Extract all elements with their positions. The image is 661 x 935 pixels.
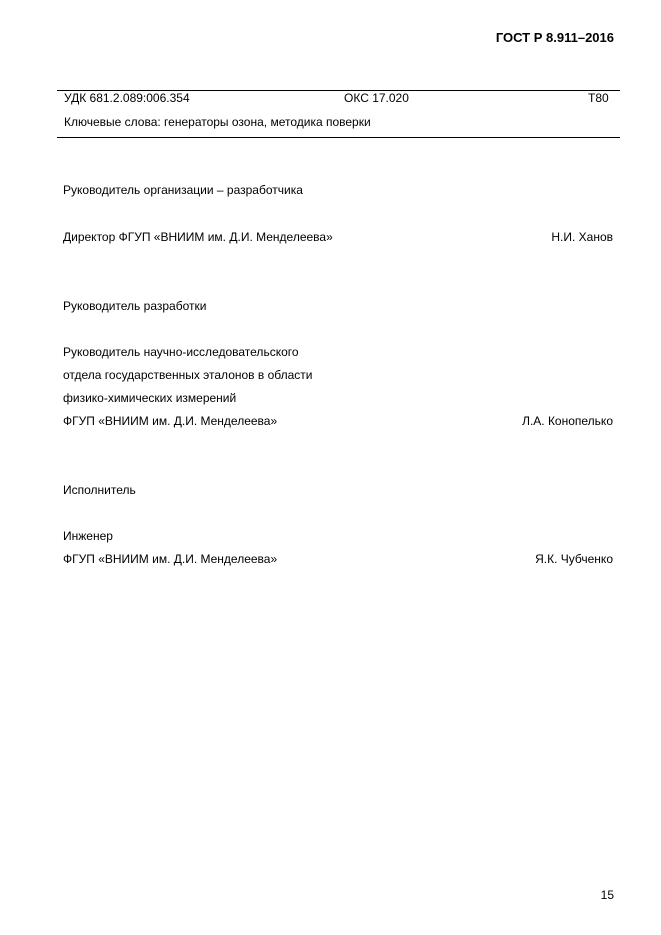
classification-code: Т80 [588,91,609,105]
page-number: 15 [600,888,614,902]
org-head-position: Директор ФГУП «ВНИИМ им. Д.И. Менделеева» [63,230,333,244]
dev-head-position-line2: отдела государственных эталонов в области [63,368,313,382]
standard-designation: ГОСТ Р 8.911–2016 [495,30,614,45]
executor-title: Исполнитель [63,483,136,497]
org-head-name: Н.И. Ханов [551,230,613,244]
dev-head-title: Руководитель разработки [63,299,207,313]
executor-position-line1: Инженер [63,529,113,543]
dev-head-name: Л.А. Конопелько [522,414,613,428]
dev-head-position-line3: физико-химических измерений [63,391,237,405]
dev-head-position-line4: ФГУП «ВНИИМ им. Д.И. Менделеева» [63,414,278,428]
keywords: Ключевые слова: генераторы озона, методика поверки [64,115,371,129]
executor-name: Я.К. Чубченко [535,552,613,566]
executor-position-line2: ФГУП «ВНИИМ им. Д.И. Менделеева» [63,552,278,566]
oks-code: ОКС 17.020 [344,91,409,105]
dev-head-position-line1: Руководитель научно-исследовательского [63,345,299,359]
org-head-title: Руководитель организации – разработчика [63,183,303,197]
bottom-rule [57,137,620,138]
udk-code: УДК 681.2.089:006.354 [64,91,190,105]
